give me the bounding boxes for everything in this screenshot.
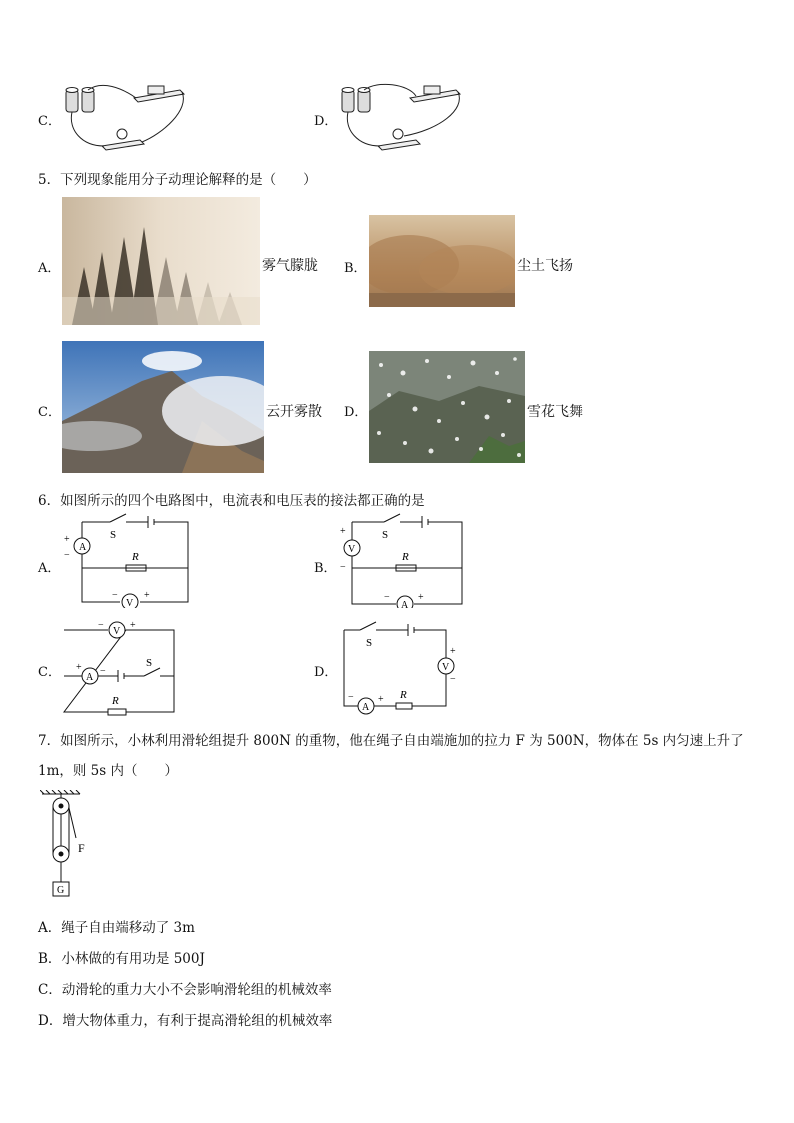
q6a-resistor-label: R — [132, 551, 139, 563]
q6b-voltmeter-plus: + — [340, 526, 346, 537]
q6d-resistor-label: R — [400, 689, 407, 701]
q5-option-b-dust-photo — [369, 215, 515, 307]
q4-option-d-circuit-figure — [338, 80, 468, 156]
q6d-ammeter-minus: − — [348, 692, 354, 703]
q4-option-d-label: D． — [314, 114, 338, 129]
q7-stem-line1: 7．如图所示，小林利用滑轮组提升 800N 的重物，他在绳子自由端施加的拉力 F 为 500N，物体在 5s 内匀速上升了 — [38, 733, 744, 749]
q6d-voltmeter-symbol: V — [442, 662, 450, 673]
q6d-ammeter-plus: + — [378, 694, 384, 705]
q5-option-a-fog-photo — [62, 197, 260, 325]
q6a-voltmeter-symbol: V — [126, 598, 134, 608]
q7-option-a: A．绳子自由端移动了 3m — [38, 920, 195, 936]
q5-option-d-caption: 雪花飞舞 — [527, 404, 583, 420]
q7-weight-label: G — [57, 885, 65, 896]
q6-option-a-label: A． — [38, 561, 61, 576]
q7-force-label: F — [78, 841, 85, 855]
q5-option-a-caption: 雾气朦胧 — [262, 258, 318, 274]
q6d-voltmeter-minus: − — [450, 674, 456, 685]
q4-option-c-circuit-figure — [62, 80, 192, 156]
q6b-switch-label: S — [382, 529, 389, 541]
q6c-resistor-label: R — [112, 695, 119, 707]
q6a-switch-label: S — [110, 529, 117, 541]
q5-option-d-label: D． — [344, 405, 368, 420]
q5-stem: 5．下列现象能用分子动理论解释的是（ ） — [38, 172, 317, 188]
q6b-voltmeter-symbol: V — [348, 544, 356, 555]
q6-option-a-circuit-diagram — [60, 512, 200, 608]
q6a-ammeter-symbol: A — [79, 542, 87, 553]
q7-stem-line2: 1m，则 5s 内（ ） — [38, 763, 178, 779]
q7-option-c: C．动滑轮的重力大小不会影响滑轮组的机械效率 — [38, 982, 332, 998]
q6b-resistor-label: R — [402, 551, 409, 563]
q5-option-c-mountain-photo — [62, 341, 264, 473]
q6a-voltmeter-minus: − — [112, 590, 118, 601]
q5-option-d-snow-photo — [369, 351, 525, 463]
q6-option-d-circuit-diagram — [336, 618, 466, 720]
q6a-ammeter-minus: − — [64, 550, 70, 561]
q6-stem: 6．如图所示的四个电路图中，电流表和电压表的接法都正确的是 — [38, 493, 425, 509]
q7-option-d: D．增大物体重力，有利于提高滑轮组的机械效率 — [38, 1013, 333, 1029]
q5-option-b-label: B． — [344, 261, 367, 276]
q6b-ammeter-plus: + — [418, 592, 424, 603]
q5-option-a-label: A． — [38, 261, 61, 276]
q4-option-c-label: C． — [38, 114, 61, 129]
q6-option-c-circuit-diagram — [60, 618, 180, 720]
q7-pulley-system-diagram — [40, 790, 100, 900]
q6c-voltmeter-minus: − — [98, 620, 104, 631]
q6-option-b-label: B． — [314, 561, 337, 576]
q7-option-b: B．小林做的有用功是 500J — [38, 951, 205, 967]
q5-option-c-label: C． — [38, 405, 61, 420]
q6b-voltmeter-minus: − — [340, 562, 346, 573]
q5-option-b-caption: 尘土飞扬 — [517, 258, 573, 274]
q6b-ammeter-minus: − — [384, 592, 390, 603]
q5-option-c-caption: 云开雾散 — [266, 404, 322, 420]
q6-option-d-label: D． — [314, 665, 338, 680]
q6-option-b-circuit-diagram — [334, 512, 474, 608]
q6d-switch-label: S — [366, 637, 373, 649]
q6c-ammeter-plus: + — [76, 662, 82, 673]
q6d-voltmeter-plus: + — [450, 646, 456, 657]
q6d-ammeter-symbol: A — [362, 702, 370, 713]
q6b-ammeter-symbol: A — [401, 600, 409, 608]
q6c-voltmeter-plus: + — [130, 620, 136, 631]
q6a-ammeter-plus: + — [64, 534, 70, 545]
q6c-ammeter-symbol: A — [86, 672, 94, 683]
q6a-voltmeter-plus: + — [144, 590, 150, 601]
q6c-ammeter-minus: − — [100, 666, 106, 677]
q6c-voltmeter-symbol: V — [113, 626, 121, 637]
q6c-switch-label: S — [146, 657, 153, 669]
q6-option-c-label: C． — [38, 665, 61, 680]
